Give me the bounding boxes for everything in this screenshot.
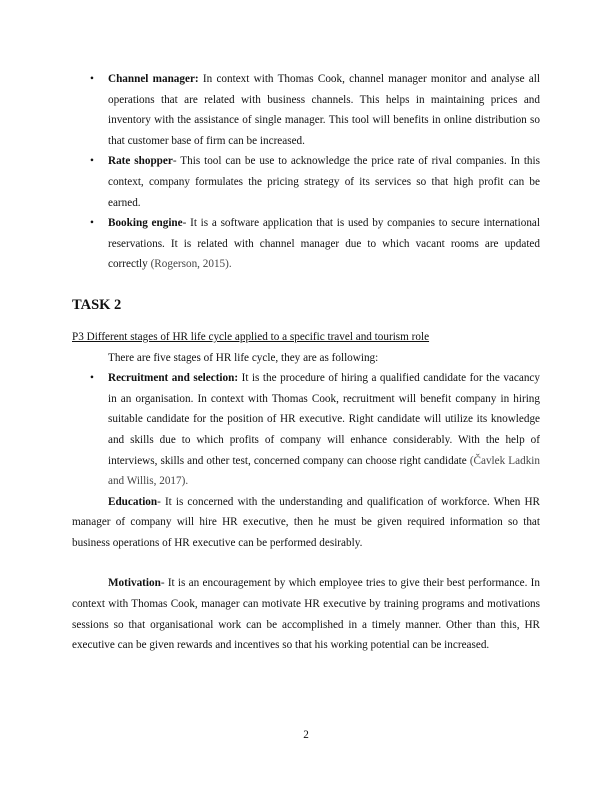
paragraph-term: Motivation (108, 577, 161, 590)
education-paragraph (72, 492, 540, 554)
bullet-icon: • (90, 73, 94, 85)
bullet-text: It is the procedure of hiring a qualified candidate for the vacancy in an organisation. In context with Thomas Cook, recruitment will benefit company in hiring suitable candidate for the position of HR executive. Right candidate will utilize its knowledge and skills due to which profits of company will enhance considerably. With the help of interviews, skills and other test, concerned company can choose right candidate (108, 372, 540, 467)
bullet-channel-manager (72, 69, 540, 151)
bullet-term: Channel manager: (108, 73, 199, 85)
paragraph-text: - It is concerned with the understanding and qualification of workforce. When HR manager of company will hire HR executive, then he must be given required information so that business operations of HR executive can be performed desirably. (72, 495, 540, 549)
page-content (72, 69, 540, 656)
motivation-paragraph (72, 573, 540, 655)
bullet-term: Rate shopper (108, 155, 173, 168)
tools-bullet-list (72, 69, 540, 275)
paragraph-text: - It is an encouragement by which employee tries to give their best performance. In context with Thomas Cook, manager can motivate HR executive by training programs and motivations sessions so that organisational work can be accomplished in a timely manner. Other than this, HR executive can be given rewards and incentives so that his working potential can be increased. (72, 577, 540, 652)
bullet-text: - This tool can be use to acknowledge the price rate of rival companies. In this context, company formulates the pricing strategy of its services so that high profit can be earned. (108, 155, 540, 209)
bullet-recruitment (72, 368, 540, 492)
stages-bullet-list (72, 368, 540, 492)
bullet-rate-shopper (72, 151, 540, 213)
task-heading: TASK 2 (72, 296, 122, 313)
intro-paragraph: There are five stages of HR life cycle, they are as following: (108, 351, 379, 364)
citation: (Rogerson, 2015). (150, 258, 232, 271)
section-title: P3 Different stages of HR life cycle applied to a specific travel and tourism role (72, 330, 430, 343)
bullet-text: - It is a software application that is used by companies to secure international reservations. It is related with channel manager due to which vacant rooms are updated correctly (108, 217, 541, 271)
bullet-term: Recruitment and selection: (108, 372, 239, 385)
page-number: 2 (303, 729, 309, 741)
bullet-icon: • (90, 372, 94, 385)
paragraph-term: Education (108, 495, 158, 508)
bullet-booking-engine (72, 213, 540, 275)
bullet-text: In context with Thomas Cook, channel manager monitor and analyse all operations that are related with business channels. This helps in maintaining prices and inventory with the assistance of single manager. This tool will benefits in online distribution so that customer base of firm can be increased. (108, 73, 540, 147)
citation: (Čavlek Ladkin and Willis, 2017). (108, 454, 540, 488)
bullet-term: Booking engine (108, 217, 183, 230)
bullet-icon: • (90, 155, 94, 168)
bullet-icon: • (90, 217, 94, 230)
